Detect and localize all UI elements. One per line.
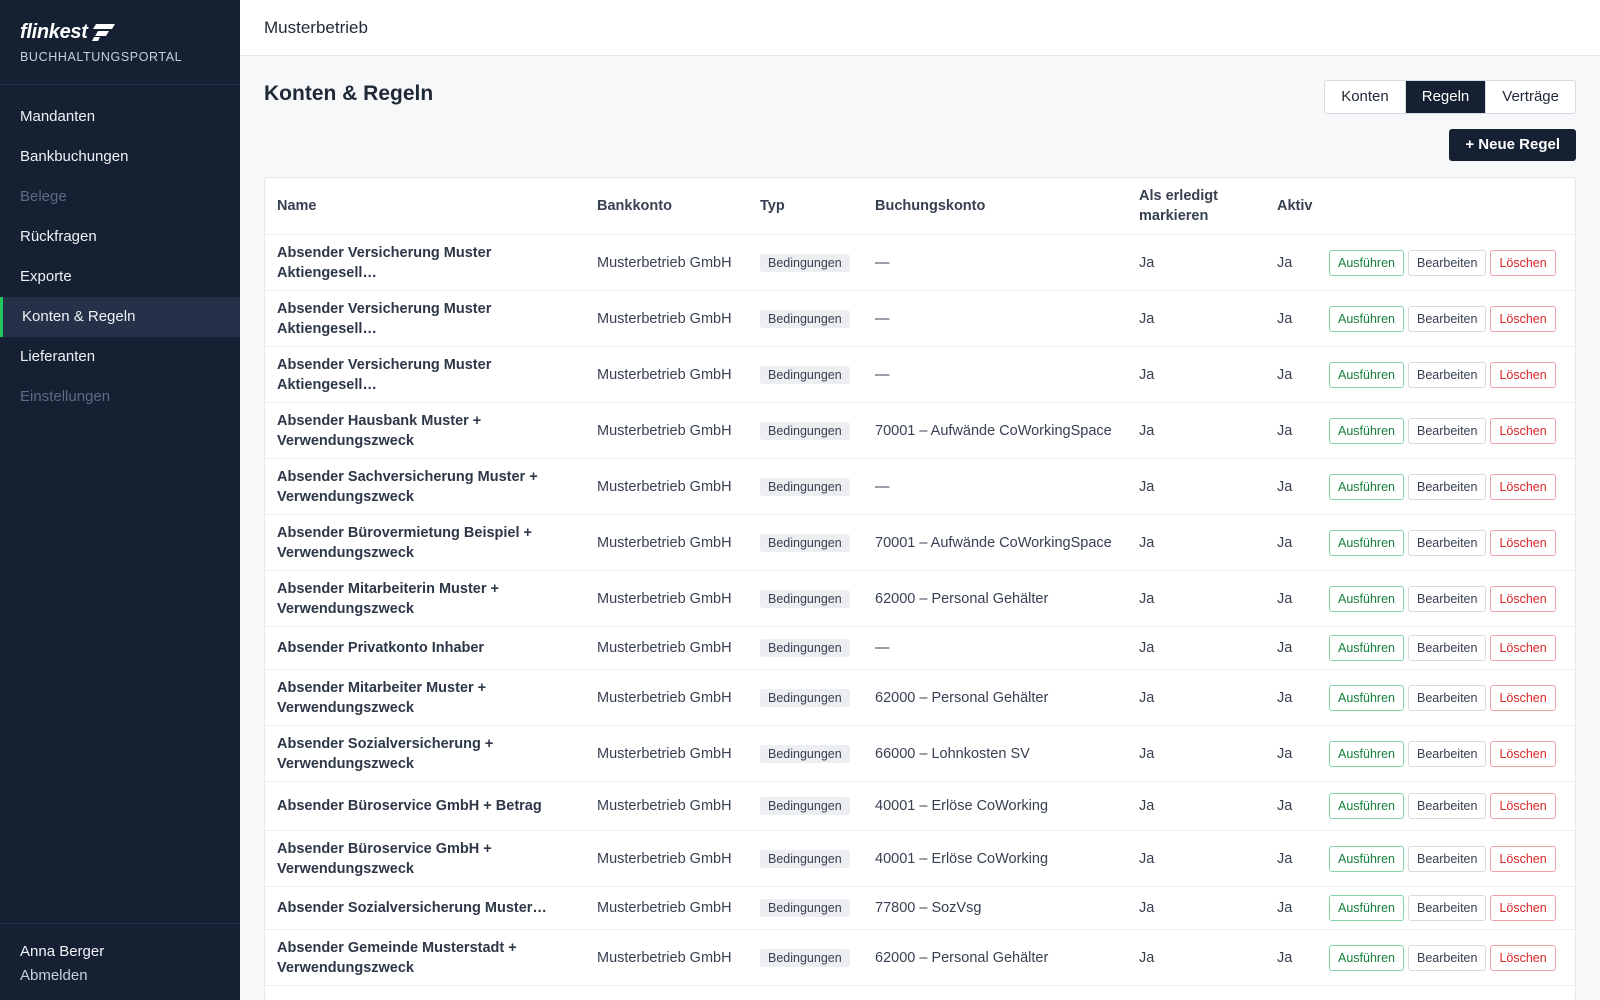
sidebar-item-konten-regeln[interactable]: Konten & Regeln xyxy=(0,297,240,337)
run-button[interactable]: Ausführen xyxy=(1329,793,1404,819)
booking-account: 62000 – Personal Gehälter xyxy=(875,949,1049,966)
delete-button[interactable]: Löschen xyxy=(1490,418,1555,444)
mark-done-value: Ja xyxy=(1139,478,1155,495)
tab-vertraege[interactable]: Verträge xyxy=(1485,81,1575,113)
delete-button[interactable]: Löschen xyxy=(1490,741,1555,767)
row-actions xyxy=(1323,530,1575,556)
mark-done-value: Ja xyxy=(1139,689,1155,706)
booking-account: 70001 – Aufwände CoWorkingSpace xyxy=(875,534,1112,551)
delete-button[interactable]: Löschen xyxy=(1490,306,1555,332)
rule-name: Absender Büroservice GmbH + Verwendungszweck xyxy=(277,840,492,877)
booking-account: 77800 – SozVsg xyxy=(875,900,982,916)
table-row[interactable] xyxy=(265,347,1575,403)
mark-done-value: Ja xyxy=(1139,900,1155,916)
bank-account: Musterbetrieb GmbH xyxy=(597,798,732,814)
topbar xyxy=(240,0,1600,56)
header-typ: Typ xyxy=(760,198,785,214)
table-row[interactable] xyxy=(265,831,1575,887)
table-row[interactable] xyxy=(265,459,1575,515)
header-name: Name xyxy=(277,198,317,214)
rule-type-badge: Bedingungen xyxy=(760,797,850,815)
header-bankkonto: Bankkonto xyxy=(597,198,672,214)
table-body xyxy=(265,235,1575,986)
sidebar xyxy=(0,0,240,1000)
page-title: Konten & Regeln xyxy=(264,82,434,105)
mark-done-value: Ja xyxy=(1139,590,1155,607)
edit-button[interactable]: Bearbeiten xyxy=(1408,741,1486,767)
booking-account: — xyxy=(875,366,890,383)
run-button[interactable]: Ausführen xyxy=(1329,474,1404,500)
rule-type-cell xyxy=(748,254,863,272)
row-actions xyxy=(1323,945,1575,971)
rule-type-badge: Bedingungen xyxy=(760,590,850,608)
edit-button[interactable]: Bearbeiten xyxy=(1408,474,1486,500)
brand-subtitle: BUCHHALTUNGSPORTAL xyxy=(20,50,183,64)
rule-type-cell xyxy=(748,366,863,384)
edit-button[interactable]: Bearbeiten xyxy=(1408,250,1486,276)
bank-account: Musterbetrieb GmbH xyxy=(597,949,732,966)
sidebar-item-lieferanten[interactable]: Lieferanten xyxy=(20,348,96,365)
edit-button[interactable]: Bearbeiten xyxy=(1408,895,1486,921)
row-actions xyxy=(1323,474,1575,500)
rule-type-cell xyxy=(748,534,863,552)
active-value: Ja xyxy=(1277,478,1293,495)
booking-account: — xyxy=(875,254,890,271)
bank-account: Musterbetrieb GmbH xyxy=(597,422,732,439)
run-button[interactable]: Ausführen xyxy=(1329,362,1404,388)
delete-button[interactable]: Löschen xyxy=(1490,895,1555,921)
active-value: Ja xyxy=(1277,850,1293,867)
table-header-row xyxy=(265,178,1575,235)
booking-account: — xyxy=(875,478,890,495)
active-value: Ja xyxy=(1277,689,1293,706)
rule-type-cell xyxy=(748,850,863,868)
sidebar-item-bankbuchungen[interactable]: Bankbuchungen xyxy=(20,148,129,165)
edit-button[interactable]: Bearbeiten xyxy=(1408,945,1486,971)
edit-button[interactable]: Bearbeiten xyxy=(1408,793,1486,819)
booking-account: 62000 – Personal Gehälter xyxy=(875,689,1049,706)
logo-mark-icon xyxy=(90,22,116,42)
rule-name: Absender Sozialversicherung + Verwendungszweck xyxy=(277,735,494,772)
header-aktiv: Aktiv xyxy=(1277,198,1313,214)
row-actions xyxy=(1323,418,1575,444)
rule-name: Absender Bürovermietung Beispiel + Verwendungszweck xyxy=(277,524,533,561)
rule-name: Absender Privatkonto Inhaber xyxy=(277,640,485,656)
rule-type-badge: Bedingungen xyxy=(760,534,850,552)
run-button[interactable]: Ausführen xyxy=(1329,685,1404,711)
rules-table xyxy=(264,177,1576,1000)
rule-name: Absender Hausbank Muster + Verwendungszweck xyxy=(277,412,482,449)
mark-done-value: Ja xyxy=(1139,534,1155,551)
active-value: Ja xyxy=(1277,590,1293,607)
header-erledigt: Als erledigt markieren xyxy=(1139,188,1218,224)
delete-button[interactable]: Löschen xyxy=(1490,250,1555,276)
user-name: Anna Berger xyxy=(20,943,105,960)
sidebar-item-belege: Belege xyxy=(20,188,67,205)
active-value: Ja xyxy=(1277,254,1293,271)
run-button[interactable]: Ausführen xyxy=(1329,418,1404,444)
tab-regeln[interactable]: Regeln xyxy=(1405,81,1486,113)
delete-button[interactable]: Löschen xyxy=(1490,530,1555,556)
rule-type-badge: Bedingungen xyxy=(760,639,850,657)
bank-account: Musterbetrieb GmbH xyxy=(597,900,732,916)
run-button[interactable]: Ausführen xyxy=(1329,895,1404,921)
rule-type-cell xyxy=(748,797,863,815)
edit-button[interactable]: Bearbeiten xyxy=(1408,635,1486,661)
rule-type-cell xyxy=(748,745,863,763)
rule-name: Absender Versicherung Muster Aktiengesell… xyxy=(277,244,492,281)
row-actions xyxy=(1323,306,1575,332)
bank-account: Musterbetrieb GmbH xyxy=(597,534,732,551)
bank-account: Musterbetrieb GmbH xyxy=(597,590,732,607)
table-row[interactable] xyxy=(265,515,1575,571)
view-tabs xyxy=(1324,80,1576,114)
rule-type-badge: Bedingungen xyxy=(760,310,850,328)
sidebar-nav xyxy=(0,85,240,417)
mark-done-value: Ja xyxy=(1139,254,1155,271)
sidebar-item-exporte[interactable]: Exporte xyxy=(20,268,72,285)
delete-button[interactable]: Löschen xyxy=(1490,474,1555,500)
mark-done-value: Ja xyxy=(1139,310,1155,327)
edit-button[interactable]: Bearbeiten xyxy=(1408,306,1486,332)
row-actions xyxy=(1323,635,1575,661)
mark-done-value: Ja xyxy=(1139,949,1155,966)
active-value: Ja xyxy=(1277,798,1293,814)
table-row[interactable] xyxy=(265,887,1575,930)
rule-type-cell xyxy=(748,310,863,328)
active-value: Ja xyxy=(1277,949,1293,966)
table-row[interactable] xyxy=(265,291,1575,347)
bank-account: Musterbetrieb GmbH xyxy=(597,640,732,656)
rule-name: Absender Sozialversicherung Muster… xyxy=(277,900,547,916)
rule-type-badge: Bedingungen xyxy=(760,850,850,868)
active-value: Ja xyxy=(1277,745,1293,762)
row-actions xyxy=(1323,846,1575,872)
delete-button[interactable]: Löschen xyxy=(1490,685,1555,711)
bank-account: Musterbetrieb GmbH xyxy=(597,478,732,495)
bank-account: Musterbetrieb GmbH xyxy=(597,310,732,327)
rule-type-cell xyxy=(748,590,863,608)
bank-account: Musterbetrieb GmbH xyxy=(597,254,732,271)
row-actions xyxy=(1323,685,1575,711)
rule-type-cell xyxy=(748,639,863,657)
table-row[interactable] xyxy=(265,235,1575,291)
rule-type-cell xyxy=(748,899,863,917)
booking-account: 66000 – Lohnkosten SV xyxy=(875,745,1030,762)
table-row[interactable] xyxy=(265,571,1575,627)
row-actions xyxy=(1323,793,1575,819)
bank-account: Musterbetrieb GmbH xyxy=(597,366,732,383)
mark-done-value: Ja xyxy=(1139,640,1155,656)
row-actions xyxy=(1323,362,1575,388)
rule-name: Absender Gemeinde Musterstadt + Verwendungszweck xyxy=(277,939,517,976)
logo[interactable] xyxy=(20,20,220,44)
rule-type-cell xyxy=(748,478,863,496)
header-buchungskonto: Buchungskonto xyxy=(875,198,986,214)
sidebar-footer xyxy=(0,923,240,1000)
table-row[interactable] xyxy=(265,930,1575,986)
row-actions xyxy=(1323,895,1575,921)
delete-button[interactable]: Löschen xyxy=(1490,945,1555,971)
company-title: Musterbetrieb xyxy=(264,17,368,37)
active-value: Ja xyxy=(1277,310,1293,327)
run-button[interactable]: Ausführen xyxy=(1329,306,1404,332)
rule-type-badge: Bedingungen xyxy=(760,899,850,917)
mark-done-value: Ja xyxy=(1139,798,1155,814)
edit-button[interactable]: Bearbeiten xyxy=(1408,846,1486,872)
edit-button[interactable]: Bearbeiten xyxy=(1408,685,1486,711)
rule-name: Absender Versicherung Muster Aktiengesell… xyxy=(277,300,492,337)
mark-done-value: Ja xyxy=(1139,366,1155,383)
rule-type-badge: Bedingungen xyxy=(760,478,850,496)
run-button[interactable]: Ausführen xyxy=(1329,741,1404,767)
delete-button[interactable]: Löschen xyxy=(1490,635,1555,661)
active-value: Ja xyxy=(1277,534,1293,551)
rule-name: Absender Versicherung Muster Aktiengesell… xyxy=(277,356,492,393)
bank-account: Musterbetrieb GmbH xyxy=(597,745,732,762)
sidebar-item-rueckfragen[interactable]: Rückfragen xyxy=(20,228,97,245)
delete-button[interactable]: Löschen xyxy=(1490,846,1555,872)
table-row[interactable] xyxy=(265,403,1575,459)
booking-account: 62000 – Personal Gehälter xyxy=(875,590,1049,607)
rule-name: Absender Sachversicherung Muster + Verwendungszweck xyxy=(277,468,538,505)
active-value: Ja xyxy=(1277,640,1293,656)
edit-button[interactable]: Bearbeiten xyxy=(1408,418,1486,444)
booking-account: 70001 – Aufwände CoWorkingSpace xyxy=(875,422,1112,439)
booking-account: 40001 – Erlöse CoWorking xyxy=(875,798,1049,814)
delete-button[interactable]: Löschen xyxy=(1490,362,1555,388)
bank-account: Musterbetrieb GmbH xyxy=(597,689,732,706)
run-button[interactable]: Ausführen xyxy=(1329,586,1404,612)
table-row[interactable] xyxy=(265,782,1575,831)
booking-account: — xyxy=(875,640,890,656)
table-row[interactable] xyxy=(265,726,1575,782)
sidebar-item-einstellungen: Einstellungen xyxy=(20,388,111,405)
active-value: Ja xyxy=(1277,366,1293,383)
mark-done-value: Ja xyxy=(1139,745,1155,762)
delete-button[interactable]: Löschen xyxy=(1490,793,1555,819)
tab-konten[interactable]: Konten xyxy=(1341,88,1389,105)
sidebar-item-mandanten[interactable]: Mandanten xyxy=(20,108,96,125)
edit-button[interactable]: Bearbeiten xyxy=(1408,362,1486,388)
run-button[interactable]: Ausführen xyxy=(1329,635,1404,661)
logo-text: flinkest xyxy=(20,20,88,43)
rule-type-badge: Bedingungen xyxy=(760,254,850,272)
rule-name: Absender Büroservice GmbH + Betrag xyxy=(277,798,542,814)
delete-button[interactable]: Löschen xyxy=(1490,586,1555,612)
brand xyxy=(0,0,240,85)
rule-type-badge: Bedingungen xyxy=(760,366,850,384)
rule-name: Absender Mitarbeiter Muster + Verwendungszweck xyxy=(277,679,487,716)
table-row[interactable] xyxy=(265,670,1575,726)
rule-type-cell xyxy=(748,949,863,967)
mark-done-value: Ja xyxy=(1139,850,1155,867)
rule-type-cell xyxy=(748,689,863,707)
run-button[interactable]: Ausführen xyxy=(1329,945,1404,971)
rule-type-badge: Bedingungen xyxy=(760,745,850,763)
rule-type-cell xyxy=(748,422,863,440)
logout-link[interactable]: Abmelden xyxy=(20,967,88,984)
booking-account: — xyxy=(875,310,890,327)
edit-button[interactable]: Bearbeiten xyxy=(1408,530,1486,556)
table-row[interactable] xyxy=(265,627,1575,670)
row-actions xyxy=(1323,586,1575,612)
row-actions xyxy=(1323,741,1575,767)
row-actions xyxy=(1323,250,1575,276)
new-rule-button[interactable]: + Neue Regel xyxy=(1449,129,1576,161)
rule-type-badge: Bedingungen xyxy=(760,422,850,440)
edit-button[interactable]: Bearbeiten xyxy=(1408,586,1486,612)
main-content xyxy=(240,0,1600,1000)
bank-account: Musterbetrieb GmbH xyxy=(597,850,732,867)
booking-account: 40001 – Erlöse CoWorking xyxy=(875,850,1049,867)
run-button[interactable]: Ausführen xyxy=(1329,530,1404,556)
rule-name: Absender Mitarbeiterin Muster + Verwendungszweck xyxy=(277,580,499,617)
run-button[interactable]: Ausführen xyxy=(1329,250,1404,276)
mark-done-value: Ja xyxy=(1139,422,1155,439)
rule-type-badge: Bedingungen xyxy=(760,689,850,707)
rule-type-badge: Bedingungen xyxy=(760,949,850,967)
active-value: Ja xyxy=(1277,900,1293,916)
active-value: Ja xyxy=(1277,422,1293,439)
run-button[interactable]: Ausführen xyxy=(1329,846,1404,872)
